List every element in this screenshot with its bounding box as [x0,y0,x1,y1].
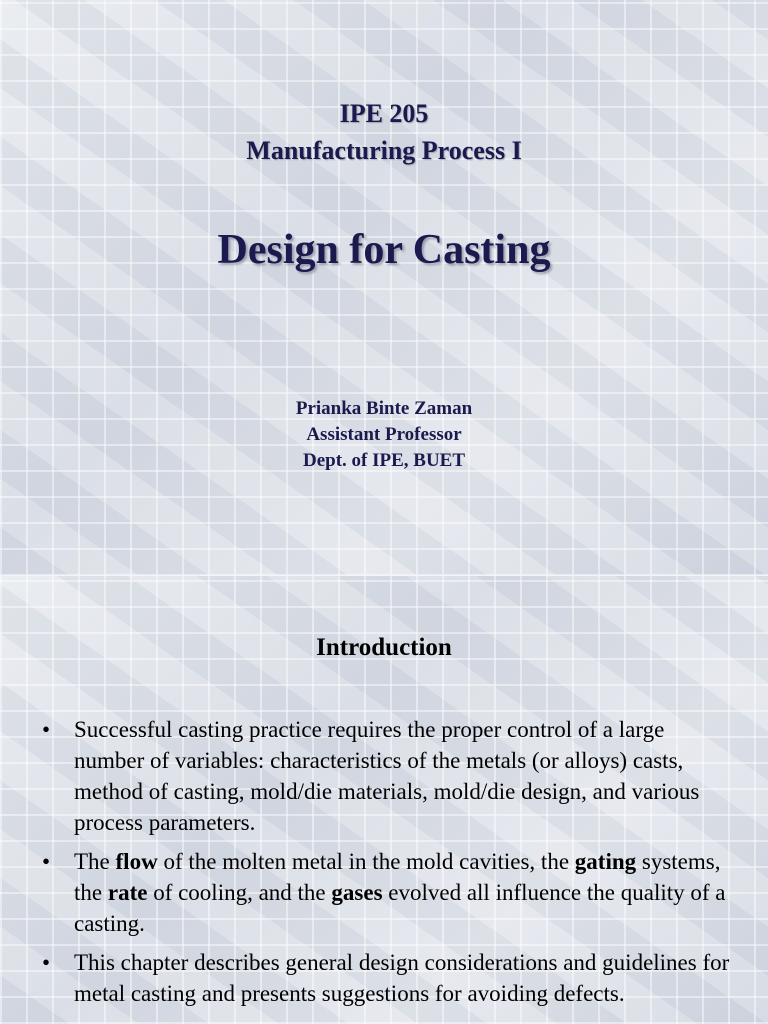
course-code: IPE 205 [339,99,429,128]
slide-title: Design for Casting [217,227,551,273]
bullet-emphasis: flow [115,849,158,874]
bullet-text: Successful casting practice requires the proper control of a large number of variables: characteristics of the metals (or alloys) casts, method of casting, mold/die materials, mold/die design, and various process parameters. [74,717,700,835]
course-name: Manufacturing Process I [246,136,522,165]
bullet-text: systems, the [74,849,721,905]
bullet-text: The [74,849,116,874]
introduction-slide [0,576,768,1024]
bullet-emphasis: rate [107,880,148,905]
bullet-marker: • [42,849,51,874]
bullet-list [42,714,732,1017]
bullet-marker: • [42,950,51,975]
bullet-emphasis: gating [574,849,637,874]
author-name: Prianka Binte Zaman [295,398,473,419]
section-heading: Introduction [316,634,452,661]
bullet-text: evolved all influence the quality of a casting. [74,880,726,936]
bullet-text: of the molten metal in the mold cavities, the [157,849,575,874]
author-department: Dept. of IPE, BUET [302,450,466,471]
bullet-item [42,947,732,1009]
bullet-marker: • [42,717,51,742]
author-block [0,396,768,474]
bullet-text: of cooling, and the [147,880,332,905]
bullet-emphasis: gases [331,880,383,905]
bullet-item [42,714,732,838]
author-position: Assistant Professor [306,424,462,445]
bullet-item [42,846,732,939]
bullet-text: This chapter describes general design considerations and guidelines for metal casting and presents suggestions for avoiding defects. [74,950,730,1006]
